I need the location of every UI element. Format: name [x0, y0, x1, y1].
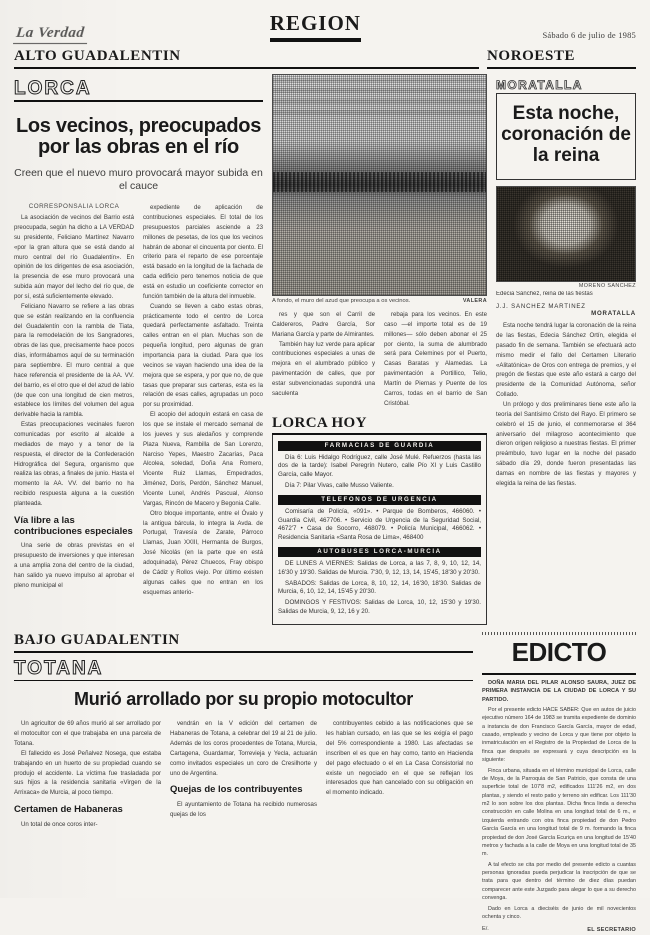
- rail-photo: [496, 186, 636, 282]
- main-photo: [272, 74, 487, 296]
- paragraph: Estas preocupaciones vecinales fueron comunicadas por escrito al alcalde a mediados de mayo y a tenor de la respuesta, el director de la Confederación Hidrográfica del Segura, organismo que realiza las obras, a finales de junio. Hasta el momento la AA. VV. del barrio no ha recibido respuesta alguna a la cuestión planteada.: [14, 421, 134, 508]
- telefonos-header: TELEFONOS DE URGENCIA: [278, 495, 481, 505]
- article-column-1: [14, 203, 134, 597]
- paragraph: El fallecido es José Peñalvez Nosega, que estaba trabajando en un huerto de su propiedad cuando se produjo el accidente. La víctima fue trasladada por sus hijos a la residencia sanitaria «Virgen de la Arrixaca» de Murcia, al poco tiempo.: [14, 749, 161, 797]
- totana-column-3: [326, 719, 473, 829]
- edicto-lead: DOÑA MARIA DEL PILAR ALONSO SAURA, JUEZ DE PRIMERA INSTANCIA DE LA CIUDAD DE LORCA Y SU PARTIDO.: [482, 679, 636, 703]
- rail-photo-credit: MORENO SANCHEZ: [578, 282, 636, 289]
- paragraph: Un prólogo y dos preliminares tiene este año la teoría del Santísimo Cristo del Rayo. El primero se celebró el 15 de junio, el conmemorarse el 364 aniversario del milagroso acontecimiento que dieron origen religioso a nuestras fiestas. El primer preámbulo, tuvo lugar en la noche del pasado sábado día 29, donde fueron presentadas las damas en nombre de las fiestas y mayores y elegida la reina de las fiestas.: [496, 400, 636, 487]
- telefonos-entry: Comisaría de Policía, «091». • Parque de Bomberos, 466060. • Guardia Civil, 467706. • Servicio de Urgencia de la Seguridad Social, 4672'7 • Casa de Socorro, 468079. • Policía Municipal, 466062. • Residencia Sanitaria «Santa Rosa de Lima», 468400: [278, 507, 481, 542]
- town-moratalla: MORATALLA: [496, 78, 583, 92]
- lorca-hoy-title: LORCA HOY: [272, 415, 487, 435]
- paragraph: Otro bloque importante, entre el Óvalo y la antigua bárcula, lo integra la Avda. de Portugal, Travesía de Zarate, Párroco Llamas, Juan XXIII, Hermanta de Burgos, José Nicolás (en la parte que en está adoquinada), Pérez Chuecos, Fray obispo de Cádiz y Rollos viejo. Por último existen algunas calles que no entran en los esquemas anterio-: [143, 509, 263, 596]
- paragraph: vendrán en la V edición del certamen de Habaneras de Totana, a celebrar del 19 al 21 de julio. Además de los coros procedentes de Totana, Murcia, Cartagena, Guardamar, Torrevieja y Yecla, actuarán como invitados especiales un coro de Cresilhorte y uno de Argentina.: [170, 720, 317, 777]
- rail-author: J.J. SANCHEZ MARTINEZ: [496, 303, 586, 311]
- newspaper-logo: La Verdad: [13, 25, 89, 44]
- paragraph: expediente de aplicación de contribuciones especiales. El total de los presupuestos parciales asciende a 23 millones de pesetas, de los que los vecinos habrán de abonar el cincuenta por ciento. El criterio para el reparto de ese porcentaje está basado en la longitud de la fachada de cada edificio pero tenemos noticia de que está en estudio un coeficiente corrector en función también de la altura del inmueble.: [143, 204, 263, 300]
- photo-subcolumns: [272, 310, 487, 409]
- main-subheadline: Creen que el nuevo muro provocará mayor subida en el cauce: [14, 166, 263, 192]
- totana-subhead-habaneras: Certamen de Habaneras: [14, 804, 123, 816]
- edicto-title: EDICTO: [511, 636, 607, 667]
- edicto-sign-right: EL SECRETARIO: [587, 927, 636, 934]
- totana-column-2: [170, 719, 317, 829]
- article-body-2: [143, 203, 263, 597]
- totana-subhead-quejas: Quejas de los contribuyentes: [170, 784, 303, 796]
- main-headline: Los vecinos, preocupados por las obras en el río: [15, 114, 262, 158]
- photo-subcolumn-left: [272, 310, 375, 409]
- totana-columns: [14, 719, 473, 829]
- paragraph: También hay luz verde para aplicar contribuciones especiales a unas de mejora en el alumbrado público y pavimentación de calles, que por estar subvencionadas supondrá una saculenta: [272, 340, 375, 397]
- town-lorca-rule: [14, 100, 263, 102]
- paragraph: Dado en Lorca a dieciséis de junio de mil novecientos ochenta y cinco.: [482, 905, 636, 920]
- section-rule: [270, 38, 361, 42]
- main-columns: [14, 74, 636, 625]
- article-columns: [14, 203, 263, 597]
- main-photo-caption: A fondo, el muro del azud que preocupa a os vecinos.: [272, 298, 411, 304]
- paragraph: Un total de once coros inter-: [21, 820, 98, 828]
- farmacias-header: FARMACIAS DE GUARDIA: [278, 441, 481, 451]
- autobuses-entry: DE LUNES A VIERNES: Salidas de Lorca, a las 7, 8, 9, 10, 12, 14, 16'30 y 19'30. Salidas de Murcia. 7'30, 9, 12, 13, 14, 15'45, 18'30 y 20'30.: [278, 559, 481, 576]
- edicto-body: [482, 679, 636, 935]
- bajo-guadalentin-block: [14, 632, 473, 935]
- photo-and-agenda-column: [272, 74, 487, 625]
- rail-photo-caption: Edecia Sánchez, reina de las fiestas: [496, 290, 593, 297]
- main-photo-caption-row: [272, 298, 487, 304]
- autobuses-entry: SABADOS: Salidas de Lorca, 8, 10, 12, 14, 16'30, 18'30. Salidas de Murcia, 6, 10, 12, 14, 15'45 y 20'30.: [278, 579, 481, 596]
- town-totana-rule: [14, 680, 473, 682]
- farmacias-entry: Día 6: Luis Hidalgo Rodríguez, calle José Mulé. Refuerzos (hasta las dos de la tarde): Isabel Peregrín Nutero, calle Pío XI y Luis Castillo García, calle Mayor.: [278, 453, 481, 479]
- edicto-sign-left: E/.: [482, 926, 489, 933]
- masthead: [14, 10, 636, 44]
- paragraph: Una serie de obras previstas en el presupuesto de inversiones y que interesan a una amplia zona del centro de la ciudad, han salido ya nuevo impulso al aprobar el pleno municipal el: [14, 542, 134, 589]
- rail-body: [496, 321, 636, 489]
- page-section-title: [270, 11, 361, 42]
- zone-header-bar: [14, 48, 636, 69]
- edicto-block: [482, 632, 636, 935]
- rail-author-block: [496, 303, 636, 317]
- main-photo-credit: VALERA: [462, 298, 487, 304]
- zone-alto-guadalentin: ALTO GUADALENTIN: [14, 48, 479, 69]
- autobuses-header: AUTOBUSES LORCA-MURCIA: [278, 547, 481, 557]
- paragraph: El ayuntamiento de Totana ha recibido numerosas quejas de los: [170, 801, 317, 818]
- lorca-hoy-box: [272, 435, 487, 625]
- town-lorca: LORCA: [14, 78, 92, 99]
- article-body-1b: [14, 541, 134, 590]
- paragraph: contribuyentes cebido a las notificaciones que se les habían cursado, en las que se les exigía el pago del 5% correspondiente a 1980. Las afectadas se inscriben el es que en hay como, tanto en Hacienda del pago efectuado o el en La Casa Consistorial no existe un negociado en el que se reflejan los interesados que han cancelado con su obligación en el momento indicado.: [326, 720, 473, 797]
- paragraph: El acopio del adoquín estará en casa de los que se instale el mercado semanal de los jueves y sus aledaños y comprende Plaza Nueva, Rambilla de San Lorenzo, Narciso Yepes, Maestro Zacarías, Paca Alcolea, soledad, Doña Ana Romero, Vicente Ruiz Llamas, Empedrados, Jiménez, Doris, Perdón, Sánchez Manuel, Vicente Lunel, Andrés Pascual, Alonso Vargas, Rincón de Macero y Begonia Calle.: [143, 411, 263, 507]
- moratalla-rail: [496, 74, 636, 625]
- edicto-top-dots: [482, 632, 636, 635]
- lorca-block: [14, 74, 263, 625]
- totana-column-1: [14, 719, 161, 829]
- paragraph: Esta noche tendrá lugar la coronación de la reina de las fiestas, Edecia Sánchez Ortín, elegida el pasado fin de semana. También se efectuará acto mismo medir el fallo del Certamen Literario «Alitatónica» de Oros con entrega de premios, y el pregón de fiestas que este año estará a cargo del presidente de la Comunidad Autónoma, señor Collado.: [496, 322, 636, 399]
- rail-author-place: MORATALLA: [591, 310, 636, 318]
- farmacias-entry: Día 7: Pilar Vivas, calle Musso Valiente.: [285, 481, 394, 489]
- paragraph: rebaja para los vecinos. En este caso —el importe total es de 19 millones— sólo deben abonar el 25 por ciento, la suma de alumbrado será para Celemines por el Puerto, Casas Baratas y Alamedas. La pavimentación a Portillico, Telio, Martín de Piernas y Puente de los Carros, todas en el barrio de San Cristóbal.: [384, 311, 487, 407]
- rail-headline: Esta noche, coronación de la reina: [496, 93, 636, 180]
- article-column-2: [143, 203, 263, 597]
- totana-headline: Murió arrollado por su propio motocultor: [74, 689, 413, 710]
- paragraph: A tal efecto se cita por medio del presente edicto a cuantas personas ignoradas pueda perjudicar la inscripción de que se trata para que dentro del término de diez días puedan comparecer ante este Juzgado para alegar lo que a su derecho convenga.: [482, 861, 636, 902]
- zone-noroeste: NOROESTE: [487, 48, 636, 69]
- photo-subcolumn-right: [384, 310, 487, 409]
- paragraph: Un agricultor de 69 años murió al ser arrollado por el motocultor con el que trabajaba en una parcela de Totana.: [14, 720, 161, 747]
- bottom-section: [14, 632, 636, 935]
- edicto-rule: [482, 673, 636, 675]
- paragraph: Cuando se lleven a cabo estas obras, prácticamente todo el centro de Lorca quedará perfectamente asfaltado. Treinta calles entran en el plan. Muchas son de pequeña longitud, pero algunas de gran importancia para la ciudad. Para que los vecinos se vayan haciendo una idea de la mejora que se espera, y por que no, de que tasas que preparar sus carteras, esta es la relación de esas calles, agrupadas un poco por su proximidad.: [143, 302, 263, 409]
- paragraph: Feliciano Navarro se refiere a las obras que se están realizando en la confluencia del Guadalentín con la rambla de Tiata, para la remodelación de los Sangradores, obras de las que, precisamente hace pocos días, informábamos aquí de su terminación para septiembre. El muro central a que hace referencia el presidente de la AA. VV. del barrio, es el otro que el del azud de labio (de que con una longitud de cien metros, establece los límites del volumen del agua derivable hacia la rambla.: [14, 302, 134, 419]
- zone-bajo-guadalentin: BAJO GUADALENTIN: [14, 632, 473, 653]
- article-body-1: [14, 213, 134, 509]
- town-totana: TOTANA: [14, 657, 104, 679]
- article-subhead-contribuciones: Vía libre a las contribuciones especiales: [14, 514, 133, 537]
- publication-date: Sábado 6 de julio de 1985: [542, 30, 636, 40]
- paragraph: La asociación de vecinos del Barrio está preocupada, según ha dicho a LA VERDAD su presidente, Feliciano Martínez Navarro «por la gran altura que se está dando al muro central del río Guadalentín». En opinión de los dirigentes de esa asociación, la presencia de ese muro provocará una subida aún mayor del lecho del río que, de por sí, está suficientemente elevado.: [14, 214, 134, 300]
- autobuses-entry: DOMINGOS Y FESTIVOS: Salidas de Lorca, 10, 12, 15'30 y 19'30. Salidas de Murcia, 9, 12, 16 y 20.: [278, 599, 481, 615]
- paragraph: Por el presente edicto HACE SABER: Que en autos de juicio ejecutivo número 164 de 1983 se tramita expediente de dominio a instancia de don Francisco García García, mayor de edad, casado, empleado y vecino de Lorca y que tiene por objeto la inmatriculación en el Registro de la Propiedad de Lorca de la finca que después se expresará y cuya descripción es la siguiente:: [482, 706, 636, 764]
- paragraph: Finca urbana, situada en el término municipal de Lorca, calle de Moya, de la Parroquia de San Patricio, que consta de una superficie total de 107'8 m2, edificados 111'26 m2, en dos plantas, y siendo el resto patio y terreno sin edificar. Los 111'30 m2 lo son sobre los dos plantas. Dicha finca linda a derecha construcción en calle Molina en una longitud total de 6 m., e izquierda entrando con otra finca propiedad de don Pedro García García en una longitud total de 9 m. formando la finca propiedad de don José García Ecuriça en una longitud de 15'40 metros y fachada a la calle de Moya en una longitud total de 35 m.: [482, 767, 636, 858]
- paragraph: res y que son el Carril de Caldereros, Padre García, Sor Mariana García y parte de Almirantes.: [272, 311, 375, 338]
- section-label: REGION: [269, 11, 361, 35]
- article-byline: CORRESPONSALIA LORCA: [28, 203, 120, 211]
